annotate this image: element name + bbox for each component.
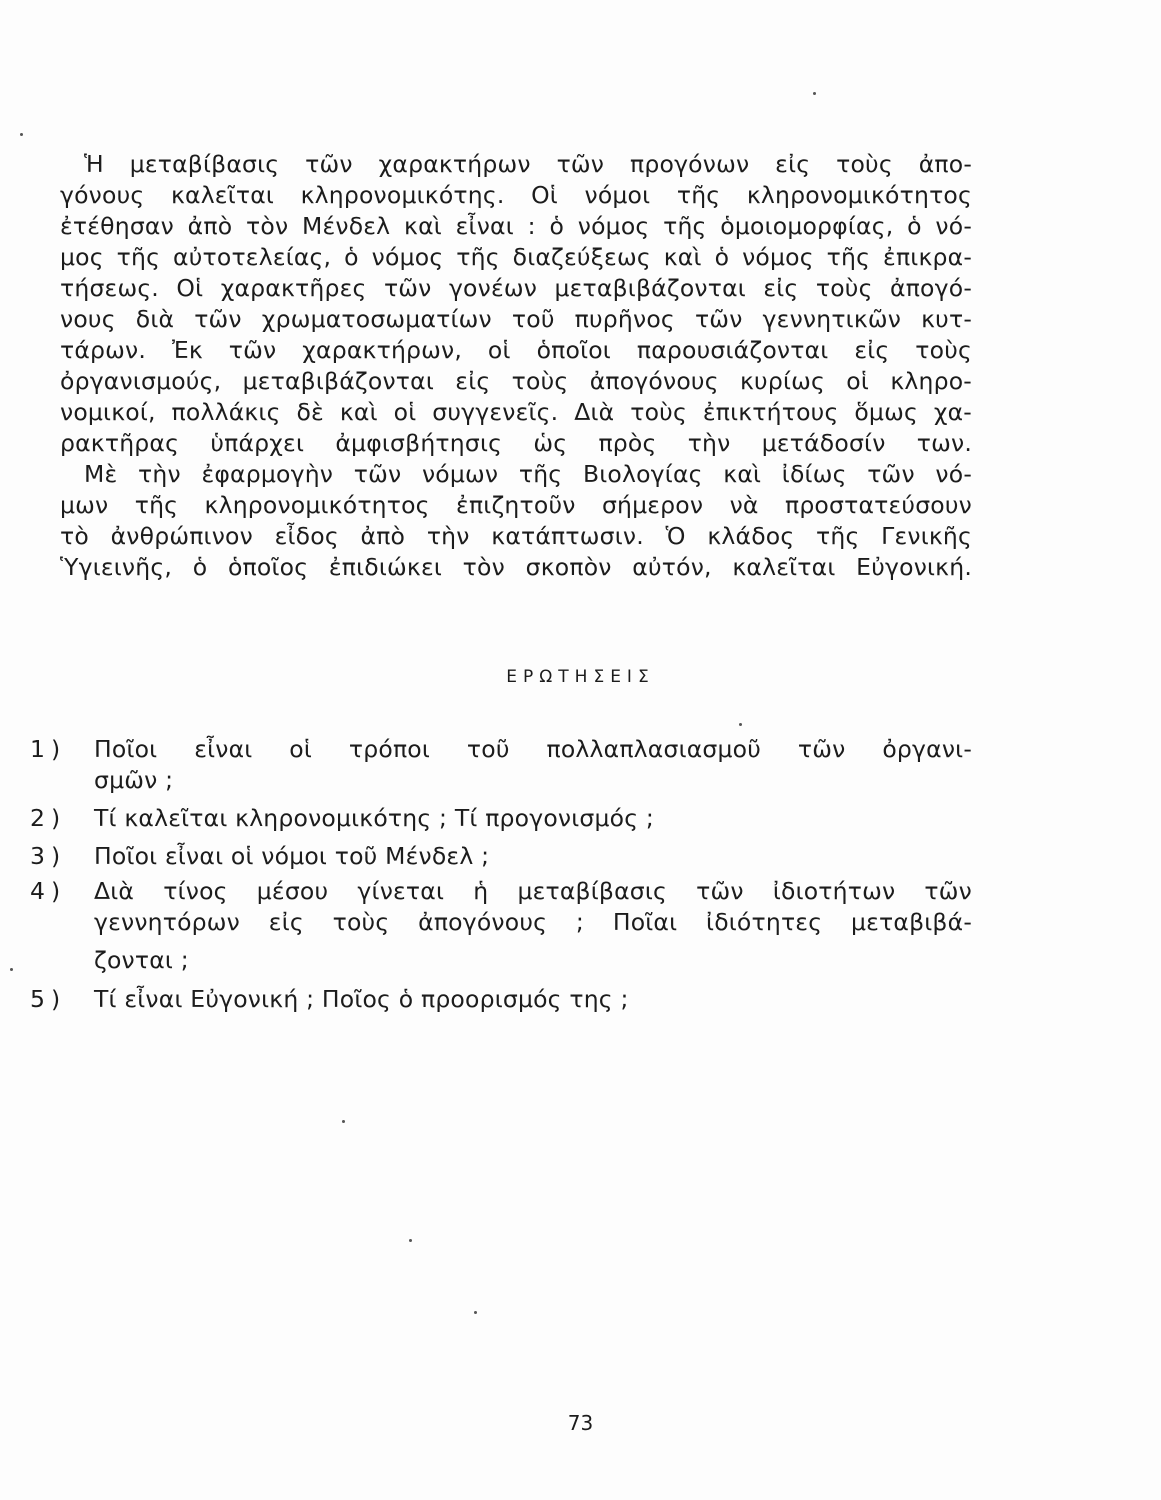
question-number: 1) (30, 735, 67, 763)
text-line: τήσεως. Οἱ χαρακτῆρες τῶν γονέων μεταβιβάζονται εἰς τοὺς ἀπογό- (60, 274, 972, 302)
text-line: τὸ ἀνθρώπινον εἶδος ἀπὸ τὴν κατάπτωσιν. Ὁ κλάδος τῆς Γενικῆς (60, 522, 972, 550)
question-text-continued: ζονται ; (94, 946, 189, 974)
text-line: νομικοί, πολλάκις δὲ καὶ οἱ συγγενεῖς. Διὰ τοὺς ἐπικτήτους ὅμως χα- (60, 398, 972, 426)
text-line: Μὲ τὴν ἐφαρμογὴν τῶν νόμων τῆς Βιολογίας καὶ ἰδίως τῶν νό- (84, 460, 972, 488)
scan-speck (739, 723, 742, 726)
question-text: Τί εἶναι Εὐγονική ; Ποῖος ὁ προορισμός της ; (94, 985, 629, 1013)
text-line: μων τῆς κληρονομικότητος ἐπιζητοῦν σήμερον νὰ προστατεύσουν (60, 491, 972, 519)
text-line: ρακτῆρας ὑπάρχει ἀμφισβήτησις ὡς πρὸς τὴν μετάδοσίν των. (60, 429, 972, 457)
page-number: 73 (567, 1411, 594, 1435)
question-text: Ποῖοι εἶναι οἱ νόμοι τοῦ Μένδελ ; (94, 842, 490, 870)
question-number: 2) (30, 804, 67, 832)
scan-speck (342, 1120, 345, 1123)
questions-heading: ΕΡΩΤΗΣΕΙΣ (506, 667, 655, 687)
question-text: Ποῖοι εἶναι οἱ τρόποι τοῦ πολλαπλασιασμοῦ τῶν ὀργανι- (94, 735, 972, 763)
scan-speck (10, 968, 13, 971)
question-text: Τί καλεῖται κληρονομικότης ; Τί προγονισμός ; (94, 804, 654, 832)
scan-speck (20, 133, 23, 136)
question-number: 3) (30, 842, 67, 870)
question-text-continued: γεννητόρων εἰς τοὺς ἀπογόνους ; Ποῖαι ἰδιότητες μεταβιβά- (94, 908, 972, 936)
text-line: ὀργανισμούς, μεταβιβάζονται εἰς τοὺς ἀπογόνους κυρίως οἱ κληρο- (60, 367, 972, 395)
scan-speck (474, 1311, 477, 1314)
scan-speck (409, 1239, 412, 1242)
question-number: 5) (30, 985, 67, 1013)
question-text-continued: σμῶν ; (94, 766, 174, 794)
text-line: Ὑγιεινῆς, ὁ ὁποῖος ἐπιδιώκει τὸν σκοπὸν αὐτόν, καλεῖται Εὐγονική. (60, 553, 972, 581)
scan-speck (813, 92, 816, 95)
text-line: γόνους καλεῖται κληρονομικότης. Οἱ νόμοι τῆς κληρονομικότητος (60, 181, 972, 209)
text-line: τάρων. Ἐκ τῶν χαρακτήρων, οἱ ὁποῖοι παρουσιάζονται εἰς τοὺς (60, 336, 972, 364)
text-line: νους διὰ τῶν χρωματοσωματίων τοῦ πυρῆνος τῶν γεννητικῶν κυτ- (60, 305, 972, 333)
text-line: Ἡ μεταβίβασις τῶν χαρακτήρων τῶν προγόνων εἰς τοὺς ἀπο- (84, 150, 972, 178)
text-line: ἐτέθησαν ἀπὸ τὸν Μένδελ καὶ εἶναι : ὁ νόμος τῆς ὁμοιομορφίας, ὁ νό- (60, 212, 972, 240)
text-line: μος τῆς αὐτοτελείας, ὁ νόμος τῆς διαζεύξεως καὶ ὁ νόμος τῆς ἐπικρα- (60, 243, 972, 271)
question-number: 4) (30, 877, 67, 905)
question-text: Διὰ τίνος μέσου γίνεται ἡ μεταβίβασις τῶν ἰδιοτήτων τῶν (94, 877, 972, 905)
